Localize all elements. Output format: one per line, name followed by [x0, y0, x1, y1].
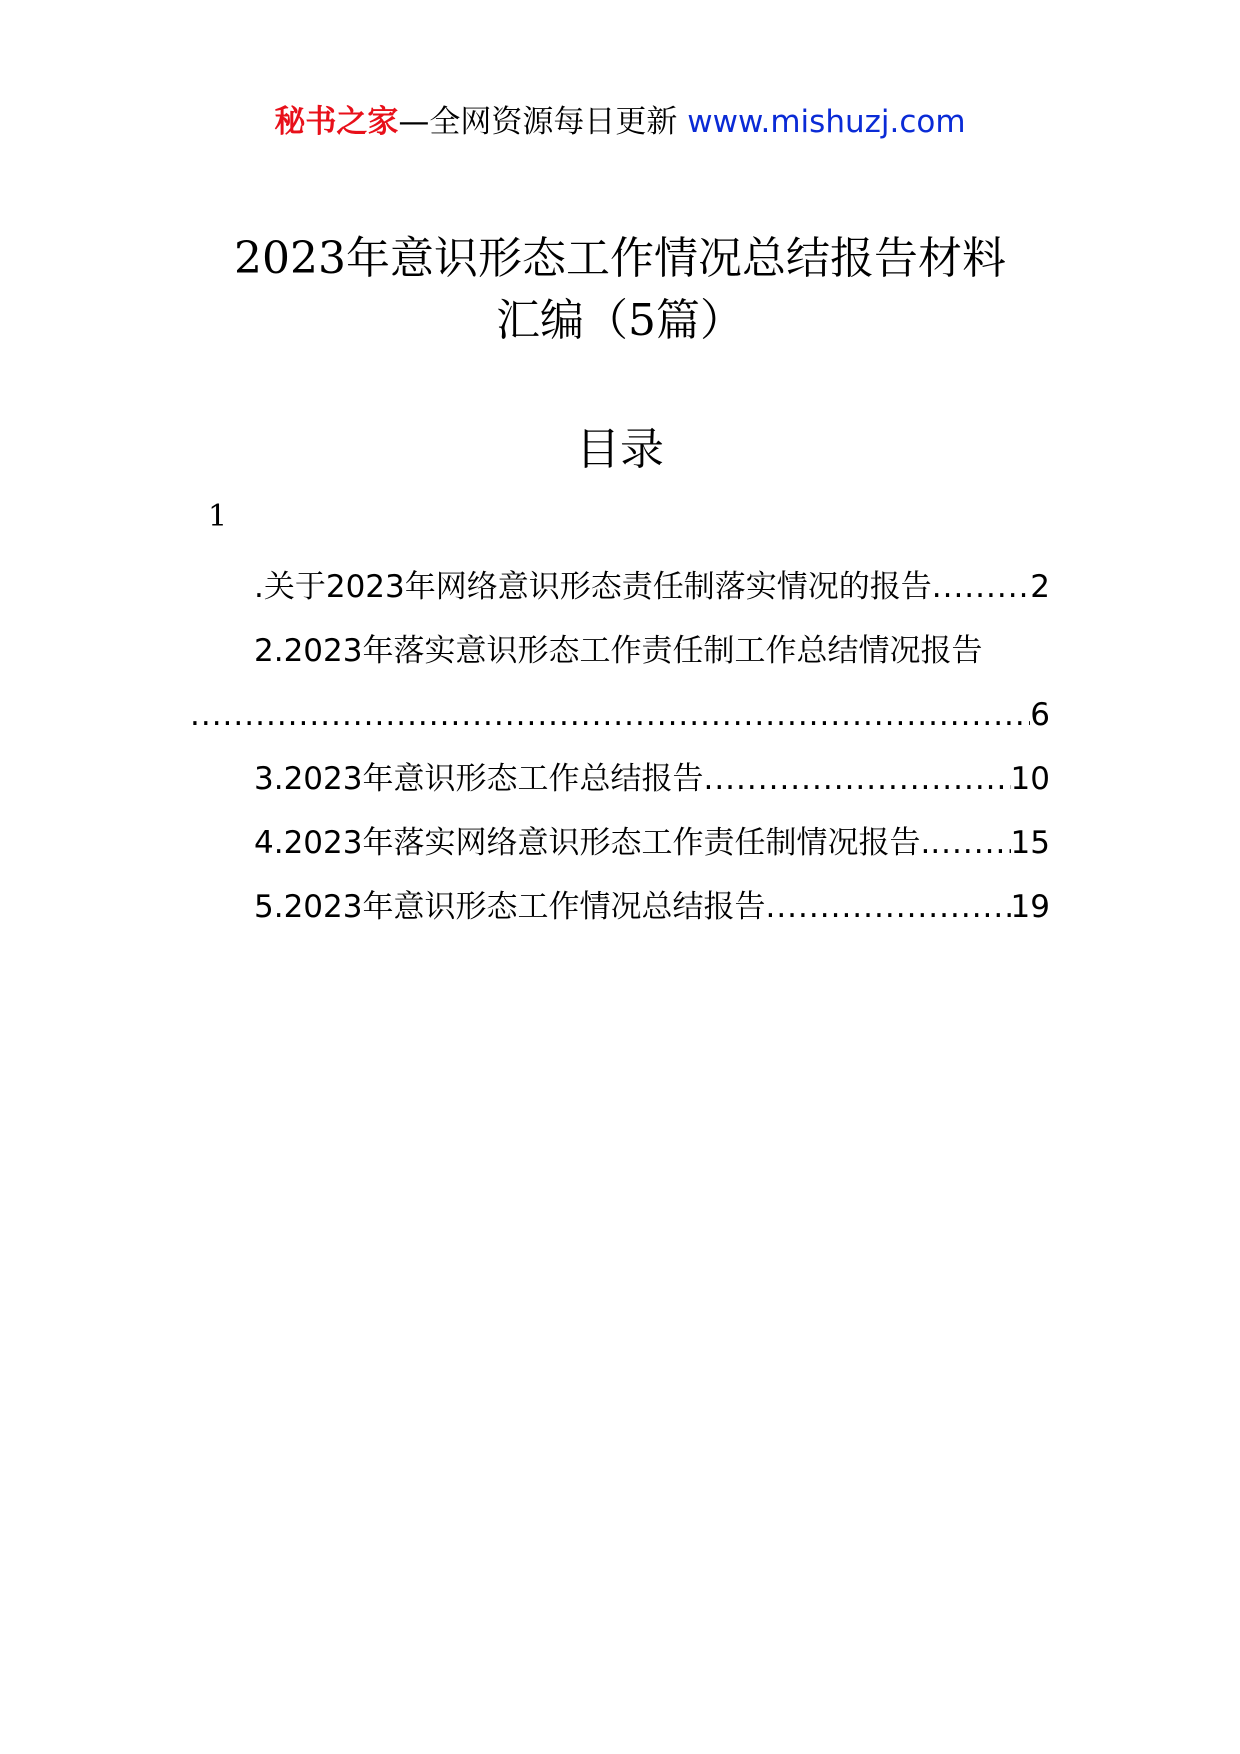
toc-entry-1[interactable] — [190, 555, 1050, 619]
toc-entry-5[interactable] — [190, 875, 1050, 939]
toc-entry-4[interactable] — [190, 811, 1050, 875]
site-banner — [0, 100, 1240, 144]
toc-leader-dots — [930, 811, 1010, 875]
toc-entry-2[interactable] — [190, 619, 1050, 683]
toc-entry-page: 19 — [1010, 889, 1050, 925]
document-title-line-1: 2023年意识形态工作情况总结报告材料 — [234, 233, 1006, 284]
toc-stray-number: 1 — [208, 499, 228, 534]
toc-entry-label: 3.2023年意识形态工作总结报告 — [254, 761, 704, 797]
toc-entry-label: 5.2023年意识形态工作情况总结报告 — [254, 889, 766, 925]
document-title — [0, 228, 1240, 352]
site-slogan: —全网资源每日更新 — [398, 104, 678, 140]
toc-heading: 目录 — [576, 424, 664, 475]
toc-entry-label: 2.2023年落实意识形态工作责任制工作总结情况报告 — [254, 633, 983, 669]
toc-entry-label: .关于2023年网络意识形态责任制落实情况的报告 — [254, 569, 932, 605]
site-brand: 秘书之家 — [274, 104, 399, 140]
toc-entry-2-continuation[interactable] — [190, 683, 1050, 747]
document-title-line-2: 汇编（5篇） — [496, 295, 744, 346]
toc-entry-page: 2 — [1030, 569, 1050, 605]
toc-entry-label: 4.2023年落实网络意识形态工作责任制情况报告. — [254, 825, 931, 861]
toc-leader-dots — [765, 875, 1010, 939]
toc-entry-page: 6 — [1030, 697, 1050, 733]
toc-entry-page: 10 — [1010, 761, 1050, 797]
toc-leader-dots — [190, 683, 1030, 747]
site-url-link[interactable]: www.mishuzj.com — [687, 104, 966, 140]
toc-entry-3[interactable] — [190, 747, 1050, 811]
toc-leader-dots — [932, 555, 1031, 619]
toc-entry-page: 15 — [1010, 825, 1050, 861]
table-of-contents — [190, 555, 1050, 939]
toc-leader-dots — [703, 747, 1010, 811]
